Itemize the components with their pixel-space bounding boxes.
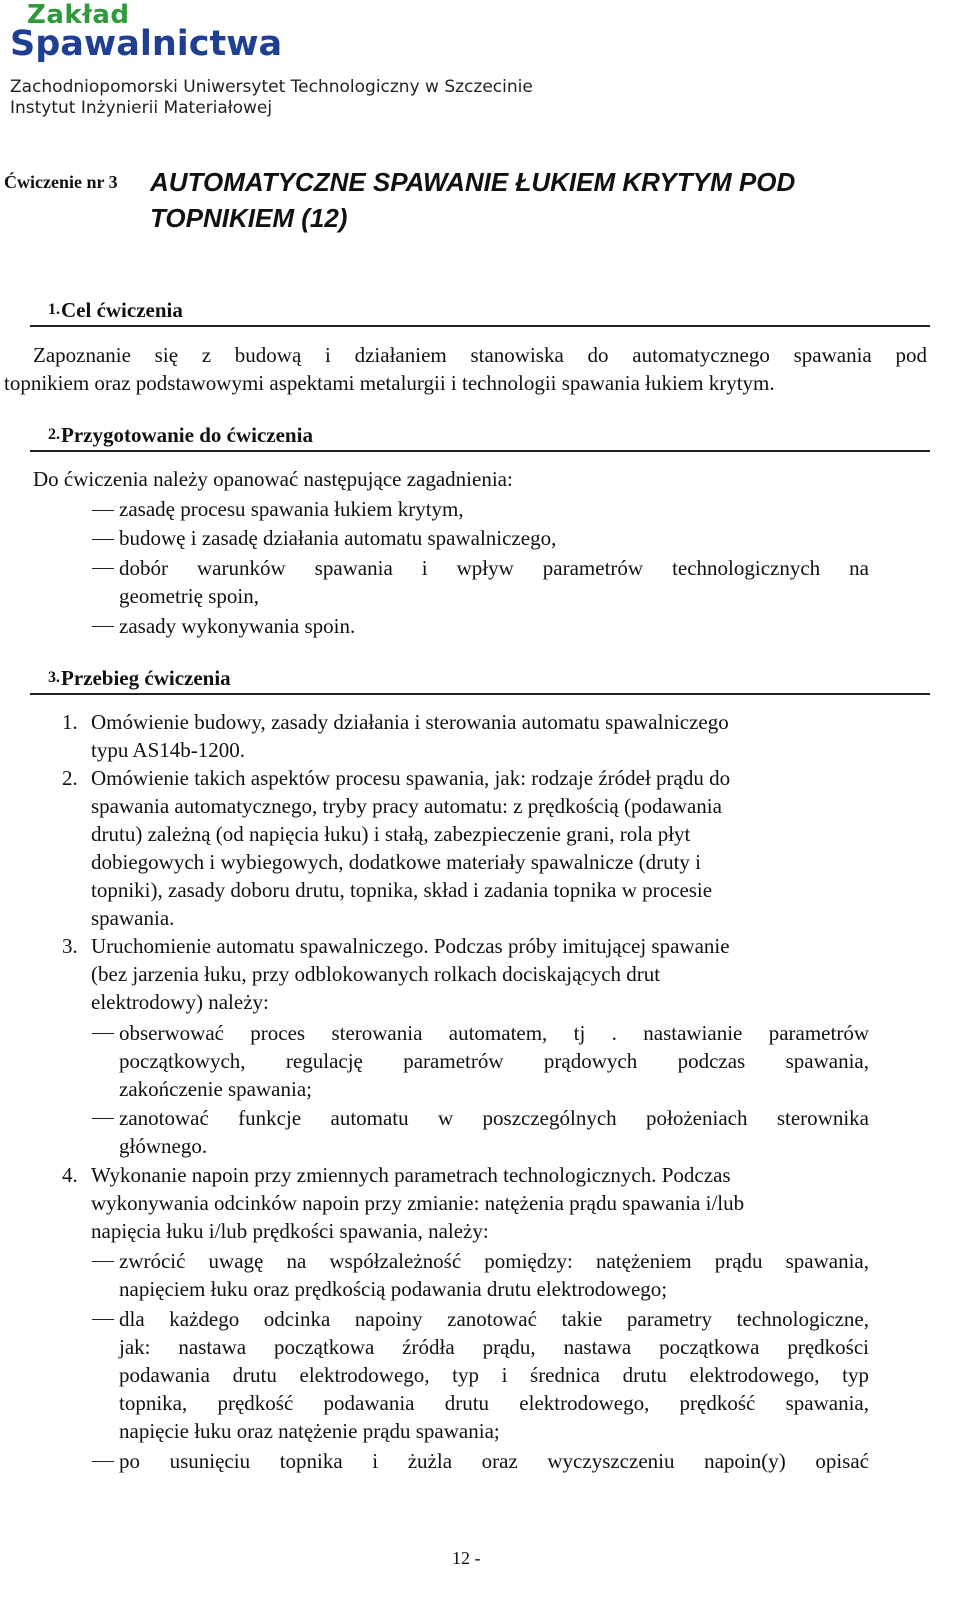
step-3-bullet-1-line-2: początkowych, regulację parametrów prądowych podczas spawania,	[119, 1049, 869, 1073]
bullet-dash	[92, 1319, 114, 1320]
step-2-line-6: spawania.	[91, 906, 175, 930]
section-1-heading	[30, 298, 930, 327]
section-1-title: Cel ćwiczenia	[61, 298, 183, 322]
bullet-dash	[92, 1461, 114, 1462]
section-2-number: 2.	[48, 426, 60, 443]
prep-item: zasady wykonywania spoin.	[119, 614, 356, 638]
institution-line-2: Instytut Inżynierii Materiałowej	[10, 98, 273, 118]
step-3-bullet-2-line-2: głównego.	[119, 1134, 208, 1158]
step-3-bullet-2-line-1: zanotować funkcje automatu w poszczególnych położeniach sterownika	[119, 1106, 869, 1130]
section-1-number: 1.	[48, 301, 60, 318]
step-4-line-3: napięcia łuku i/lub prędkości spawania, należy:	[91, 1219, 489, 1243]
bullet-dash	[92, 1033, 114, 1034]
step-2-line-1: Omówienie takich aspektów procesu spawania, jak: rodzaje źródeł prądu do	[91, 766, 731, 790]
bullet-dash	[92, 510, 114, 511]
step-4-bullet-1-line-1: zwrócić uwagę na współzależność pomiędzy: natężeniem prądu spawania,	[119, 1249, 869, 1273]
step-4-bullet-2-line-1: dla każdego odcinka napoiny zanotować takie parametry technologiczne,	[119, 1307, 869, 1331]
prep-item-continuation: geometrię spoin,	[119, 584, 259, 608]
bullet-dash	[92, 539, 114, 540]
step-2-line-3: drutu) zależną (od napięcia łuku) i stałą, zabezpieczenie grani, rola płyt	[91, 822, 691, 846]
institution-line-1: Zachodniopomorski Uniwersytet Technologiczny w Szczecinie	[10, 77, 533, 97]
prep-item: zasadę procesu spawania łukiem krytym,	[119, 497, 464, 521]
step-4-bullet-3-line-1: po usunięciu topnika i żużla oraz wyczyszczeniu napoin(y) opisać	[119, 1449, 869, 1473]
step-1-line-1: Omówienie budowy, zasady działania i sterowania automatu spawalniczego	[91, 710, 729, 734]
prep-item: dobór warunków spawania i wpływ parametrów technologicznych na	[119, 556, 869, 580]
step-4-bullet-2-line-3: podawania drutu elektrodowego, typ i średnica drutu elektrodowego, typ	[119, 1363, 869, 1387]
step-4-bullet-2-line-4: topnika, prędkość podawania drutu elektrodowego, prędkość spawania,	[119, 1391, 869, 1415]
step-4-bullet-2-line-5: napięcie łuku oraz natężenie prądu spawania;	[119, 1419, 500, 1443]
section-2-intro: Do ćwiczenia należy opanować następujące zagadnienia:	[33, 467, 513, 491]
step-2-line-4: dobiegowych i wybiegowych, dodatkowe materiały spawalnicze (druty i	[91, 850, 701, 874]
page-number: 12 -	[452, 1548, 481, 1568]
section-3-number: 3.	[48, 669, 60, 686]
step-4-line-2: wykonywania odcinków napoin przy zmianie: natężenia prądu spawania i/lub	[91, 1191, 745, 1215]
step-number: 2.	[62, 766, 78, 790]
exercise-title	[150, 164, 870, 236]
section-2-heading	[30, 423, 930, 452]
step-number: 1.	[62, 710, 78, 734]
step-4-bullet-1-line-2: napięciem łuku oraz prędkością podawania drutu elektrodowego;	[119, 1277, 668, 1301]
logo-line-1: Zakład	[27, 0, 130, 30]
step-number: 3.	[62, 934, 78, 958]
exercise-title-line-2: TOPNIKIEM (12)	[150, 203, 348, 233]
step-3-bullet-1-line-3: zakończenie spawania;	[119, 1077, 312, 1101]
section-1-text-line-2: topnikiem oraz podstawowymi aspektami metalurgii i technologii spawania łukiem krytym.	[4, 371, 775, 395]
step-3-line-1: Uruchomienie automatu spawalniczego. Podczas próby imitującej spawanie	[91, 934, 730, 958]
section-3-heading	[30, 666, 930, 695]
step-number: 4.	[62, 1163, 78, 1187]
step-2-line-2: spawania automatycznego, tryby pracy automatu: z prędkością (podawania	[91, 794, 722, 818]
exercise-title-line-1: AUTOMATYCZNE SPAWANIE ŁUKIEM KRYTYM POD	[150, 167, 796, 197]
prep-item: budowę i zasadę działania automatu spawalniczego,	[119, 526, 557, 550]
section-1-text-line-1: Zapoznanie się z budową i działaniem stanowiska do automatycznego spawania pod	[33, 343, 927, 367]
logo-line-2: Spawalnictwa	[10, 24, 283, 64]
bullet-dash	[92, 568, 114, 569]
step-3-line-3: elektrodowy) należy:	[91, 990, 269, 1014]
section-3-title: Przebieg ćwiczenia	[61, 666, 231, 690]
step-4-line-1: Wykonanie napoin przy zmiennych parametrach technologicznych. Podczas	[91, 1163, 731, 1187]
step-4-bullet-2-line-2: jak: nastawa początkowa źródła prądu, nastawa początkowa prędkości	[119, 1335, 869, 1359]
exercise-label: Ćwiczenie nr 3	[4, 172, 118, 192]
step-1-line-2: typu AS14b-1200.	[91, 738, 246, 762]
bullet-dash	[92, 1118, 114, 1119]
section-2-title: Przygotowanie do ćwiczenia	[61, 423, 313, 447]
step-3-line-2: (bez jarzenia łuku, przy odblokowanych rolkach dociskających drut	[91, 962, 661, 986]
bullet-dash	[92, 1261, 114, 1262]
step-2-line-5: topniki), zasady doboru drutu, topnika, skład i zadania topnika w procesie	[91, 878, 713, 902]
bullet-dash	[92, 626, 114, 627]
step-3-bullet-1-line-1: obserwować proces sterowania automatem, tj . nastawianie parametrów	[119, 1021, 869, 1045]
